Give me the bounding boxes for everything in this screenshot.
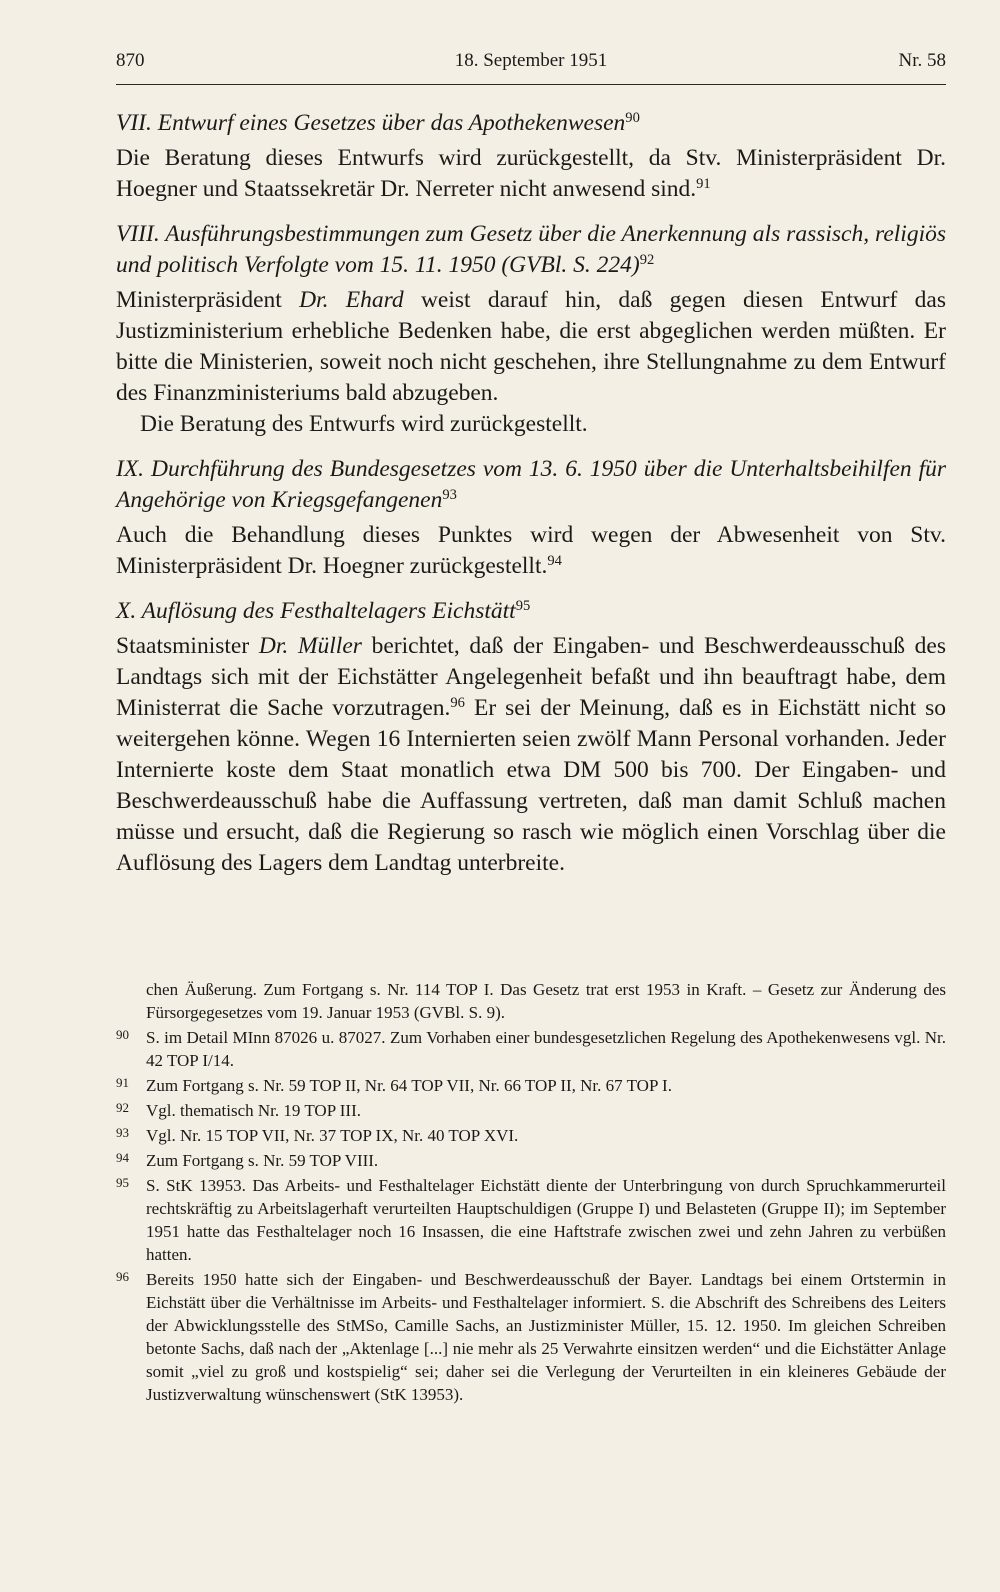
header-page-number: 870 (116, 50, 145, 71)
footnote-ref: 94 (547, 553, 562, 569)
section-title: X. Auflösung des Festhaltelagers Eichstätt$^{95}$ (116, 598, 531, 624)
footnote-ref: 90 (625, 110, 640, 126)
section-title: IX. Durchführung des Bundesgesetzes vom 13. 6. 1950 über die Unterhaltsbeihilfen für Angehörige von Kriegsgefangenen$^{93}$ (116, 456, 946, 513)
footnote-text: Vgl. Nr. 15 TOP VII, Nr. 37 TOP IX, Nr. 40 TOP XVI. (146, 1126, 519, 1145)
footnote (116, 1149, 946, 1172)
section-ix (116, 454, 946, 582)
paragraph: Staatsminister Dr. Müller berichtet, daß der Eingaben- und Beschwerdeausschuß des Landtags sich mit der Eichstätter Angelegenheit befaßt und ihn beauftragt habe, dem Ministerrat die Sache vorzutragen.$^{96}$ Er sei der Meinung, daß es in Eichstätt nicht so weitergehen könne. Wegen 16 Internierten seien zwölf Mann Personal vorhanden. Jeder Internierte koste dem Staat monatlich etwa DM 500 bis 700. Der Eingaben- und Beschwerdeausschuß habe die Auffassung vertreten, daß man damit Schluß machen müsse und ersucht, daß die Regierung so rasch wie möglich einen Vorschlag über die Auflösung des Lagers dem Landtag unterbreite. (116, 633, 947, 876)
footnote (116, 1268, 946, 1406)
section-vii (116, 108, 946, 205)
footnote-continuation: chen Äußerung. Zum Fortgang s. Nr. 114 TOP I. Das Gesetz trat erst 1953 in Kraft. – Gesetz zur Änderung des Fürsorgegesetzes vom 19. Januar 1953 (GVBl. S. 9). (146, 980, 946, 1022)
footnote-number: 92 (116, 1100, 129, 1115)
section-x (116, 596, 946, 879)
footnote-ref: 93 (442, 487, 457, 503)
paragraph: Auch die Behandlung dieses Punktes wird wegen der Abwesenheit von Stv. Ministerpräsident Dr. Hoegner zurückgestellt.$^{94}$ (116, 522, 946, 579)
footnote-text: S. im Detail MInn 87026 u. 87027. Zum Vorhaben einer bundesgesetzlichen Regelung des Apothekenwesens vgl. Nr. 42 TOP I/14. (146, 1028, 946, 1070)
footnote (116, 1174, 946, 1266)
footnote-number: 94 (116, 1150, 129, 1165)
footnotes (116, 978, 946, 1408)
footnote-ref: 91 (696, 176, 711, 192)
section-title: VIII. Ausführungsbestimmungen zum Gesetz über die Anerkennung als rassisch, religiös und politisch Verfolgte vom 15. 11. 1950 (GVBl. S. 224)$^{92}$ (116, 221, 946, 278)
footnote (116, 1099, 946, 1122)
header-date: 18. September 1951 (454, 50, 608, 71)
footnote-text: Bereits 1950 hatte sich der Eingaben- und Beschwerdeausschuß der Bayer. Landtags bei einem Ortstermin in Eichstätt über die Verhältnisse im Arbeits- und Festhaltelager informiert. S. die Abschrift des Schreibens des Leiters der Abwicklungsstelle des StMSo, Camille Sachs, an Justizminister Müller, 15. 12. 1950. Im gleichen Schreiben betonte Sachs, daß nach der „Aktenlage [...] nie mehr als 25 Verwahrte einsitzen werden“ und die Eichstätter Anlage somit „viel zu groß und kostspielig“ sei; daher sei die Verlegung der Verurteilten in ein kleineres Gebäude der Justizverwaltung wünschenswert (StK 13953). (146, 1270, 946, 1404)
main-text (116, 108, 946, 893)
paragraph: Die Beratung dieses Entwurfs wird zurückgestellt, da Stv. Ministerpräsident Dr. Hoegner und Staatssekretär Dr. Nerreter nicht anwesend sind.$^{91}$ (116, 145, 946, 202)
speaker-name: Dr. Müller (258, 633, 362, 659)
footnote (116, 1026, 946, 1072)
speaker-name: Dr. Ehard (299, 287, 404, 313)
footnote (116, 1074, 946, 1097)
footnote-text: Zum Fortgang s. Nr. 59 TOP II, Nr. 64 TOP VII, Nr. 66 TOP II, Nr. 67 TOP I. (146, 1076, 672, 1095)
paragraph: Ministerpräsident Dr. Ehard weist darauf hin, daß gegen diesen Entwurf das Justizministerium erhebliche Bedenken habe, die erst abgeglichen werden müßten. Er bitte die Ministerien, soweit noch nicht geschehen, ihre Stellungnahme zu dem Entwurf des Finanzministeriums bald abzugeben. (116, 287, 946, 406)
header-issue-number: Nr. 58 (898, 50, 946, 71)
footnote-number: 93 (116, 1125, 129, 1140)
footnote-number: 96 (116, 1269, 129, 1284)
footnote-ref: 92 (639, 252, 655, 268)
footnote-ref: 96 (450, 695, 465, 711)
footnote-text: Zum Fortgang s. Nr. 59 TOP VIII. (146, 1151, 379, 1170)
section-title: VII. Entwurf eines Gesetzes über das Apothekenwesen$^{90}$ (116, 110, 640, 136)
footnote (116, 1124, 946, 1147)
section-viii (116, 219, 946, 440)
running-header (116, 48, 946, 85)
footnote-ref: 95 (515, 598, 531, 614)
footnote-number: 90 (116, 1027, 129, 1042)
footnote-number: 91 (116, 1075, 129, 1090)
footnote-text: S. StK 13953. Das Arbeits- und Festhaltelager Eichstätt diente der Unterbringung von durch Spruchkammerurteil rechtskräftig zu Arbeitslagerhaft verurteilten Hauptschuldigen (Gruppe I) und Belasteten (Gruppe II); im September 1951 hatte das Festhaltelager noch 16 Insassen, die eine Haftstrafe zwischen zwei und zehn Jahren zu verbüßen hatten. (146, 1176, 946, 1264)
footnote-text: Vgl. thematisch Nr. 19 TOP III. (146, 1101, 361, 1120)
footnote-number: 95 (116, 1175, 129, 1190)
paragraph: Die Beratung des Entwurfs wird zurückgestellt. (140, 411, 588, 437)
